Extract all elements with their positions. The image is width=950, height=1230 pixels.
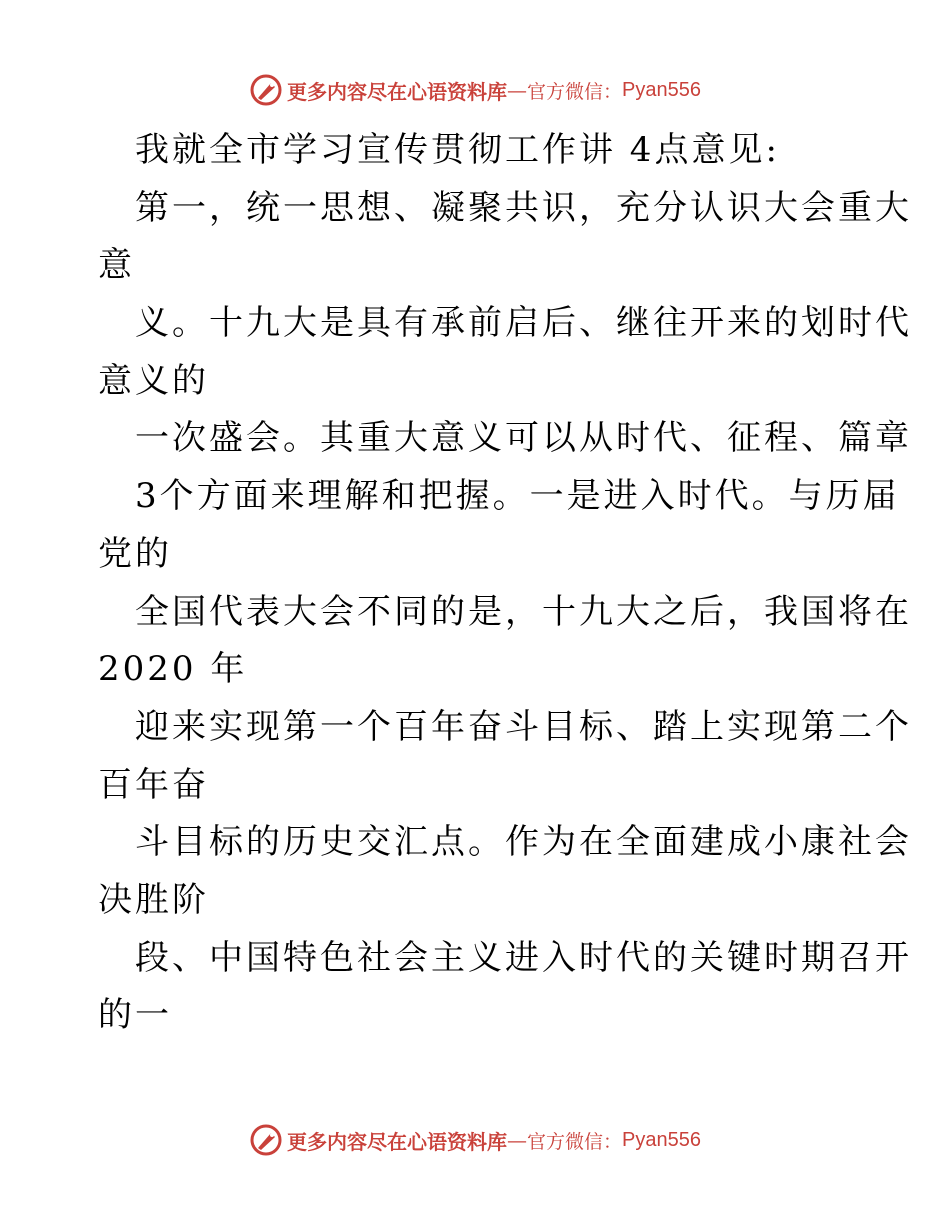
banner-main-text: 更多内容尽在心语资料库 bbox=[287, 79, 507, 104]
body-text-line: 第一，统一思想、凝聚共识，充分认识大会重大 bbox=[135, 187, 912, 228]
body-text-line: 迎来实现第一个百年奋斗目标、踏上实现第二个 bbox=[135, 706, 912, 747]
body-text-line: 党的 bbox=[98, 533, 172, 574]
banner-wechat-label: 官方微信： bbox=[527, 80, 623, 103]
body-text-line: 决胜阶 bbox=[98, 879, 209, 920]
body-text-line: 段、中国特色社会主义进入时代的关键时期召开 bbox=[135, 937, 912, 978]
banner-wechat-id: Pyan556 bbox=[622, 1128, 701, 1151]
body-text-line: 全国代表大会不同的是，十九大之后，我国将在 bbox=[135, 591, 912, 632]
header-watermark-banner bbox=[0, 70, 950, 110]
banner-wechat-id: Pyan556 bbox=[622, 78, 701, 101]
banner-wechat-label: 官方微信： bbox=[527, 1130, 623, 1153]
body-text-line: 意义的 bbox=[98, 360, 209, 401]
body-text-line: 一次盛会。其重大意义可以从时代、征程、篇章 bbox=[135, 418, 912, 459]
body-text-line: 3个方面来理解和把握。一是进入时代。与历届 bbox=[135, 476, 900, 517]
banner-dash: — bbox=[507, 1128, 527, 1152]
body-text-line: 2020 年 bbox=[98, 649, 248, 690]
document-body bbox=[98, 122, 912, 1045]
banner-dash: — bbox=[507, 78, 527, 102]
body-text-line: 义。十九大是具有承前启后、继往开来的划时代 bbox=[135, 303, 912, 344]
pen-nib-logo-icon bbox=[249, 73, 283, 107]
body-text-line: 斗目标的历史交汇点。作为在全面建成小康社会 bbox=[135, 822, 912, 863]
body-text-line: 的一 bbox=[98, 995, 172, 1036]
footer-watermark-banner bbox=[0, 1120, 950, 1160]
body-text-line: 百年奋 bbox=[98, 764, 209, 805]
pen-nib-logo-icon bbox=[249, 1123, 283, 1157]
body-text-line: 意 bbox=[98, 245, 135, 286]
banner-main-text: 更多内容尽在心语资料库 bbox=[287, 1129, 507, 1154]
body-text-line: 我就全市学习宣传贯彻工作讲 4点意见: bbox=[135, 130, 780, 170]
